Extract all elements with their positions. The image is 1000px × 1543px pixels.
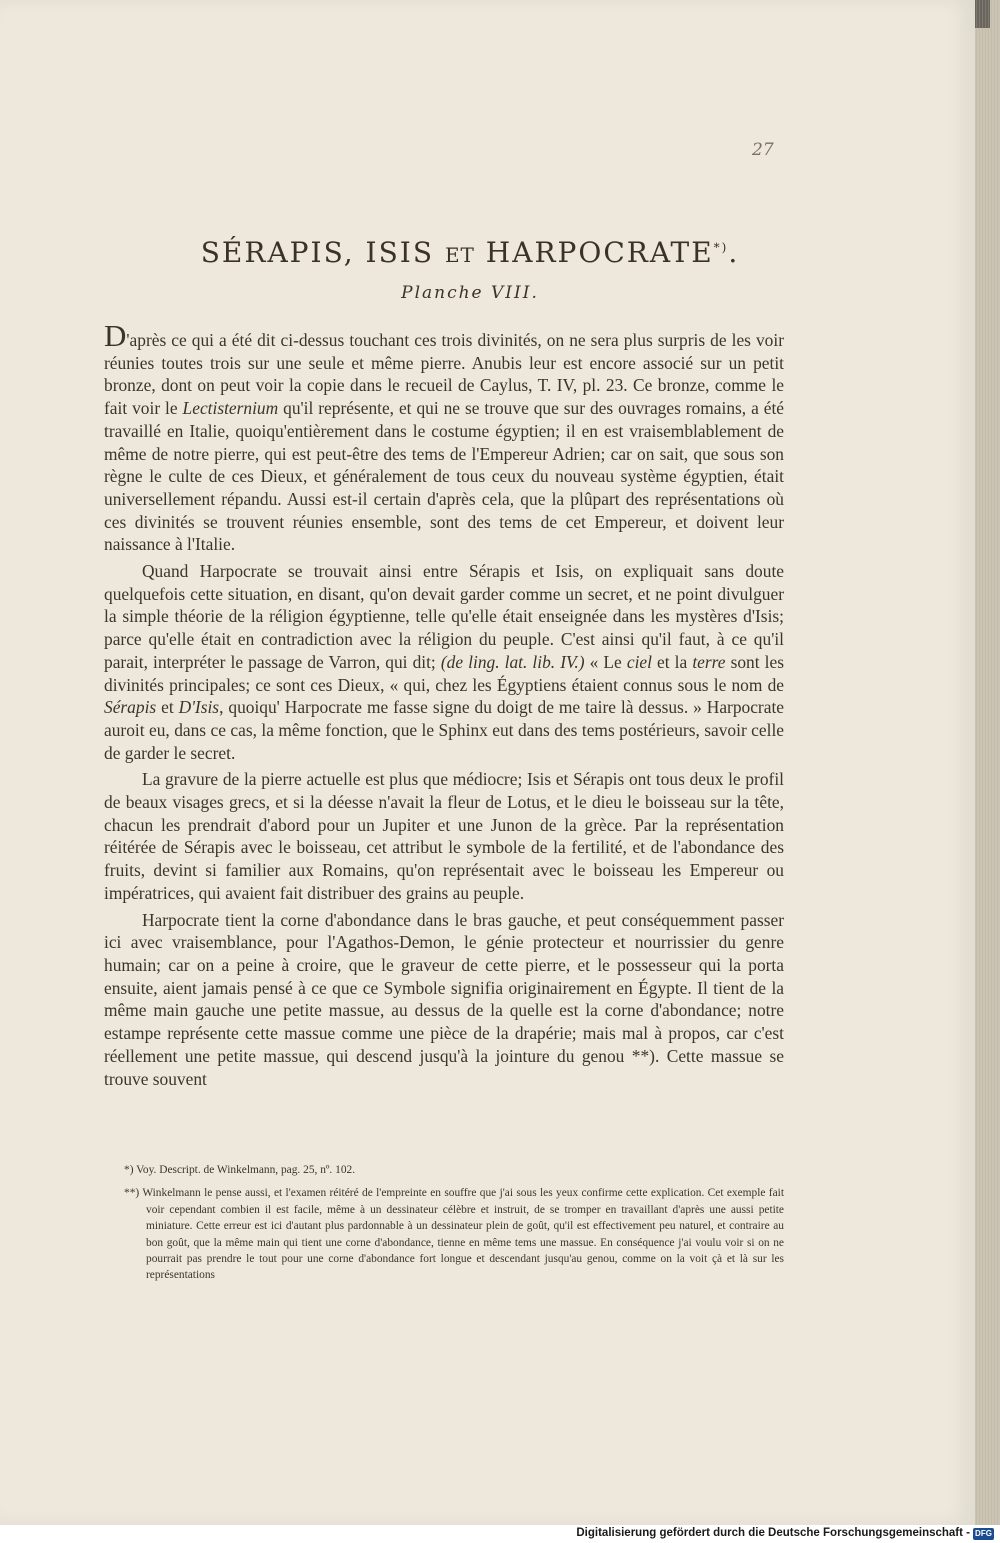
title-part-1: SÉRAPIS, ISIS [200, 236, 445, 269]
title-part-2: ET [444, 243, 475, 267]
footnotes [124, 1162, 784, 1284]
dfg-credit-text: Digitalisierung gefördert durch die Deutsche Forschungsgemeinschaft - [576, 1527, 970, 1539]
page-title [100, 236, 840, 269]
drop-cap: D [104, 318, 127, 353]
body-text [104, 318, 785, 1090]
paragraph-3: La gravure de la pierre actuelle est plus que médiocre; Isis et Sérapis ont tous deux le profil de beaux visages grecs, et si la déesse n'avait la fleur de Lotus, et le dieu le boisseau sur la tête, chacun les prendrait d'abord pour un Jupiter et une Junon de la grèce. Par la représentation réitérée de Sérapis avec le boisseau, cet attribut le symbole de la fertilité, et de l'abondance des fruits, devint si familier aux Romains, qu'on représentait avec le boisseau les Empereur ou impératrices, qui avaient fait distribuer des grains au peuple. [104, 769, 784, 903]
paragraph-2: Quand Harpocrate se trouvait ainsi entre Sérapis et Isis, on expliquait sans doute quelquefois cette situation, en disant, qu'on devait garder comme un secret, et ne point divulguer la simple théorie de la réligion égyptienne, telle qu'elle était enseignée dans les mystères d'Isis; parce qu'elle était en contradiction avec la réligion du peuple. C'est ainsi qu'il faut, à ce qu'il parait, interpréter le passage de Varron, qui dit; (de ling. lat. lib. IV.) « Le ciel et la terre sont les divinités principales; ce sont ces Dieux, « qui, chez les Égyptiens étaient connus sous le nom de Sérapis et D'Isis, quoiqu' Harpocrate me fasse signe du doigt de me taire là dessus. » Harpocrate auroit eu, dans ce cas, la même fonction, que le Sphinx eut dans des tems postérieurs, savoir celle de garder le secret. [104, 561, 784, 763]
title-footnote-mark: *) [713, 240, 729, 255]
dfg-logo-icon: DFG [973, 1528, 994, 1540]
page-number: 27 [752, 140, 774, 160]
footnote-2: **) Winkelmann le pense aussi, et l'examen réitéré de l'empreinte en souffre que j'ai sous les yeux confirme cette explication. Cet exemple fait voir cependant combien il est facile, même à un dessinateur célèbre et instruit, de se tromper en travaillant d'après une aussi petite miniature. Cette erreur est ici d'autant plus pardonnable à un dessinateur plein de goût, qu'il est effectivement peu naturel, et contraire au bon goût, que la même main qui tient une corne d'abondance, tienne en même tems une massue. En conséquence j'ai voulu voir si on ne pourrait pas prendre le tout pour une corne d'abondance fort longue et descendant jusqu'au genou, comme on la voit çà et là sur les représentations [124, 1187, 784, 1282]
title-part-3: HARPOCRATE [474, 236, 714, 269]
paragraph-1: D'après ce qui a été dit ci-dessus touchant ces trois divinités, on ne sera plus surpris de les voir réunies toutes trois sur une seule et même pierre. Anubis leur est encore associé sur un petit bronze, dont on peut voir la copie dans le recueil de Caylus, T. IV, pl. 23. Ce bronze, comme le fait voir le Lectisternium qu'il représente, et qui ne se trouve que sur des ouvrages romains, a été travaillé en Italie, quoiqu'entièrement dans le costume égyptien; il en est vraisemblablement de même de notre pierre, qui est peut-être des tems de l'Empereur Adrien; car on sait, que sous son règne le culte de ces Dieux, et généralement de tous ceux du nouveau système égyptien, était universellement répandu. Aussi est-il certain d'après cela, que la plûpart des représentations où ces divinités se trouvent réunies ensemble, sont des tems de cet Empereur, et doivent leur naissance à l'Italie. [104, 318, 785, 555]
plate-subtitle: Planche VIII. [401, 283, 539, 303]
paragraph-4: Harpocrate tient la corne d'abondance dans le bras gauche, et peut conséquemment passer ici avec vraisemblance, pour l'Agathos-Demon, le génie protecteur et nourrissier du genre humain; car on a peine à croire, que le graveur de cette pierre, et le possesseur qui la porta ensuite, aient jamais pensé à ce que ce Symbole signifia originairement en Égypte. Il tient de la même main gauche une petite massue, au dessus de la quelle est la corne d'abondance; notre estampe représente cette massue comme une pièce de la drapérie; mais mal à propos, car c'est réellement une petite massue, qui descend jusqu'à la jointure du genou **). Cette massue se trouve souvent [104, 909, 784, 1089]
title-period: . [728, 236, 740, 269]
footnote-1: *) Voy. Descript. de Winkelmann, pag. 25, nº. 102. [124, 1164, 356, 1176]
